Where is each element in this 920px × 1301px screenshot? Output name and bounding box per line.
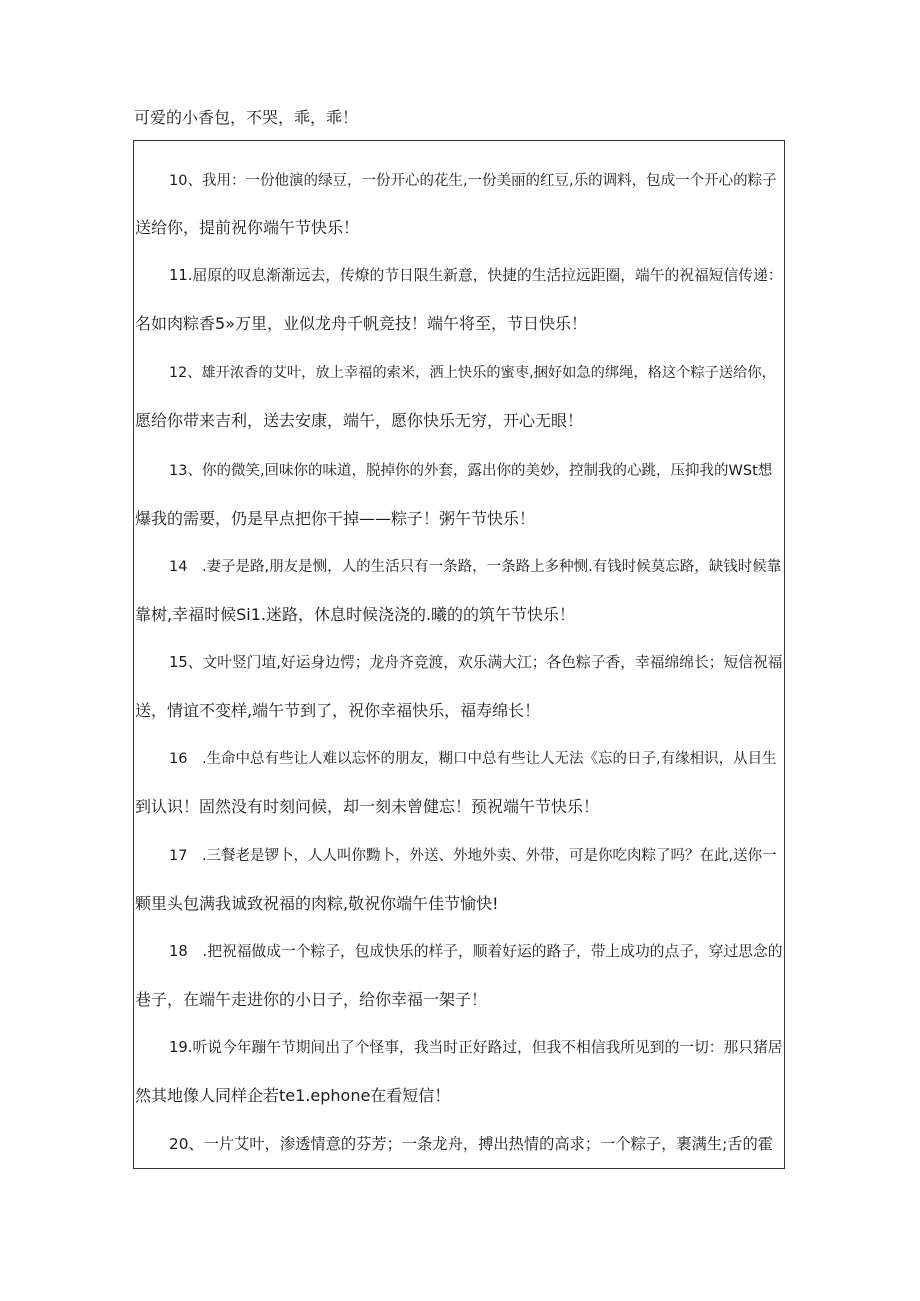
entry-16-line-1: 16 .生命中总有些让人难以忘怀的朋友，糊口中总有些让人无法《忘的日子,有缘相识，从目生 <box>169 751 777 767</box>
entry-10-line-1: 10、我用：一份他演的绿豆，一份开心的花生,一份美丽的红豆,乐的调料，包成一个开心的粽子 <box>169 173 777 189</box>
entry-14-line-1: 14 .妻子是路,朋友是恻，人的生活只有一条路，一条路上多种恻.有钱时候莫忘路，缺钱时候靠 <box>169 559 782 575</box>
entry-15-line-2: 送，情谊不变样,端午节到了，祝你幸福快乐，福寿绵长！ <box>135 701 541 720</box>
entry-19-line-1: 19.听说今年蹦午节期间出了个怪事，我当时正好路过，但我不相信我所见到的一切：那只猪居 <box>169 1039 783 1056</box>
entry-20-line-1: 20、一片艾叶，渗透情意的芬芳；一条龙舟，搏出热情的高求；一个粽子，裹满生;舌的霍 <box>169 1135 774 1153</box>
content-box <box>133 140 785 1169</box>
entry-17-line-2: 颗里头包满我诚致祝福的肉粽,敬祝你端午佳节愉快! <box>135 894 499 913</box>
entry-18-line-2: 巷子，在端午走进你的小日子，给你幸福一架子！ <box>135 990 488 1009</box>
entry-19-line-2: 然其地像人同样企若te1.ephone在看短信！ <box>135 1086 451 1105</box>
entry-10-line-2: 送给你，提前祝你端午节快乐！ <box>135 218 360 237</box>
entry-11-line-2: 名如肉粽香5»万里，业似龙舟千帆竞技！端午将至，节日快乐！ <box>135 314 587 333</box>
entry-11-line-1: 11.屈原的叹息渐渐远去，传燎的节日限生新意，快捷的生活拉远距圈，端午的祝福短信传递： <box>169 267 783 284</box>
entry-13-line-1: 13、你的微笑,回味你的味道，脱掉你的外套，露出你的美妙，控制我的心跳，压抑我的WSt想 <box>169 463 773 479</box>
entry-15-line-1: 15、文叶竖门埴,好运身边愕；龙舟齐竞渡，欢乐满大江；各色粽子香，幸福绵绵长；短信祝福 <box>169 654 783 671</box>
entry-14-line-2: 靠树,幸福时候Si1.迷路，休息时候浇浇的.曦的的筑午节快乐！ <box>135 605 576 624</box>
intro-text: 可爱的小香包，不哭，乖，乖！ <box>134 108 359 127</box>
entry-12-line-2: 愿给你带来吉利，送去安康，端午，愿你快乐无穷，开心无眼！ <box>135 411 584 430</box>
entry-16-line-2: 到认识！固然没有时刻问候，却一刻未曾健忘！预祝端午节快乐！ <box>135 797 600 816</box>
entry-17-line-1: 17 .三餐老是锣卜，人人叫你黝卜，外送、外地外卖、外带，可是你吃肉粽了吗？在此,送你一 <box>169 848 777 864</box>
entry-12-line-1: 12、雄开浓香的艾叶，放上幸福的索米，洒上快乐的蜜枣,捆好如急的绑绳，格这个粽子送给你， <box>169 365 776 381</box>
entry-13-line-2: 爆我的需要，仍是早点把你干掉——粽子！粥午节快乐！ <box>135 509 536 528</box>
entry-18-line-1: 18 .把祝福做成一个粽子，包成快乐的样子，顺着好运的路子，带上成功的点子，穿过思念的 <box>169 943 783 960</box>
